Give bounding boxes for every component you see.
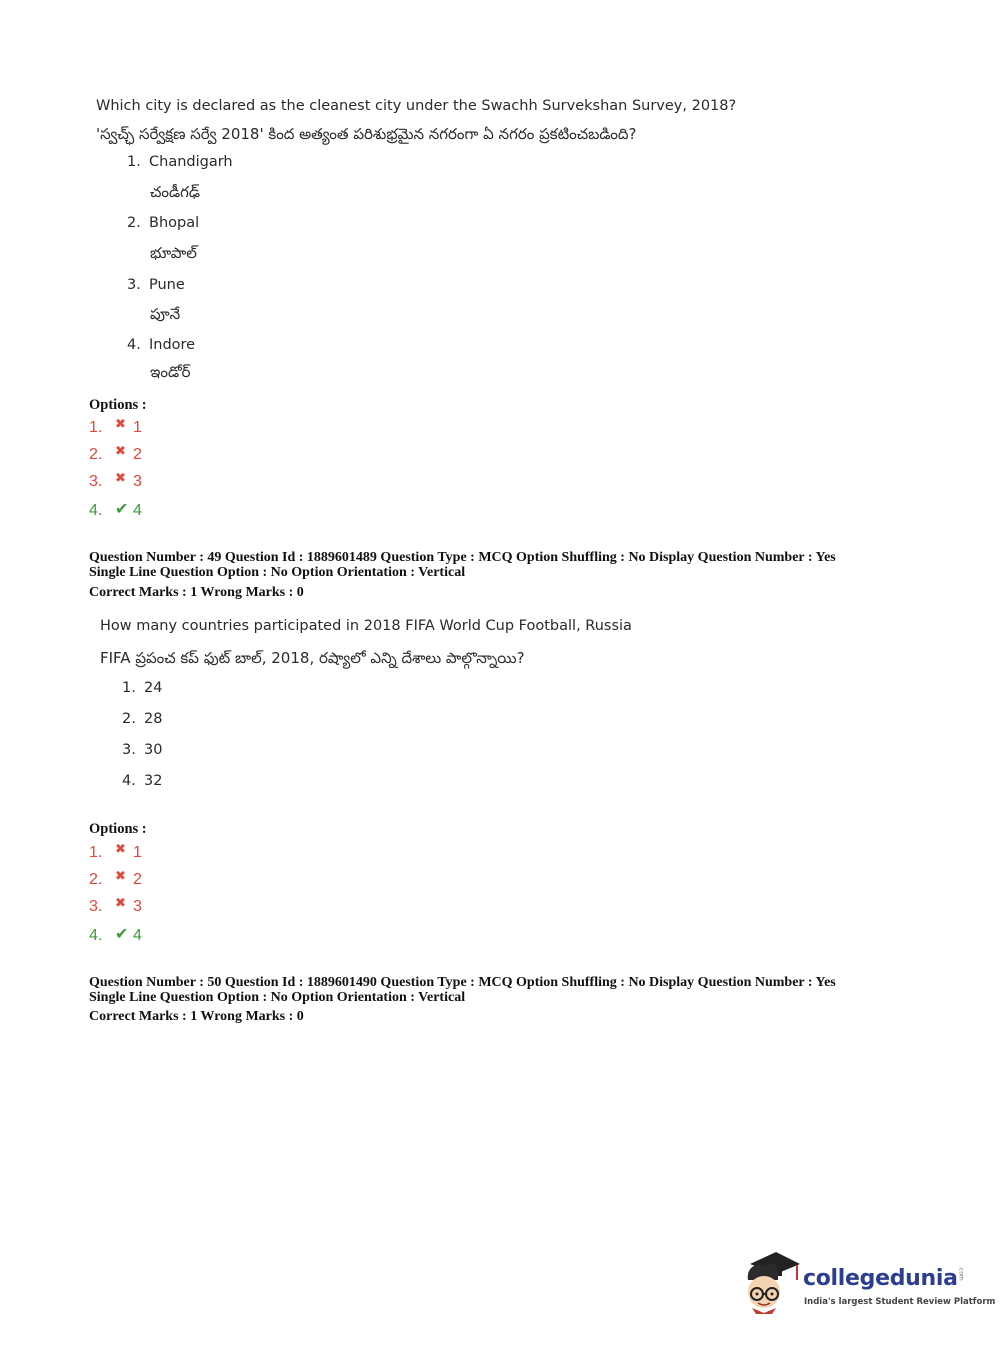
brand-logo[interactable] [803,1266,965,1291]
option-row: 3. ✖ 3 [89,895,142,915]
question-48-text-te: 'స్వచ్ఛ్ సర్వేక్షణ సర్వే 2018' కింద అత్యంత పరిశుభ్రమైన నగరంగా ఏ నగరం ప్రకటించబడింది? [96,125,637,143]
question-49-meta-2: Single Line Question Option : No Option Orientation : Vertical [89,565,466,580]
choice-item: 4. 32 [122,773,163,789]
option-row: 1. ✖ 1 [89,841,142,861]
choice-item: 3. 30 [122,742,163,758]
question-50-marks: Correct Marks : 1 Wrong Marks : 0 [89,1009,304,1024]
check-icon: ✔ [115,926,129,943]
options-heading: Options : [89,397,147,413]
cross-icon: ✖ [115,868,126,883]
choice-item: 2. 28 [122,711,163,727]
brand-suffix: .com [957,1266,965,1281]
mascot-logo-icon [742,1250,802,1314]
option-row: 3. ✖ 3 [89,470,142,490]
brand-name: collegedunia [803,1266,958,1291]
choice-item: 2. Bhopal [127,215,200,231]
cross-icon: ✖ [115,443,126,458]
question-49-text-te: FIFA ప్రపంచ కప్ ఫుట్ బాల్, 2018, రష్యాలో ఎన్ని దేశాలు పాల్గొన్నాయి? [100,649,525,667]
choice-item-te: పూనే [150,305,181,323]
choice-item-te: చండీగఢ్ [150,183,200,201]
cross-icon: ✖ [115,841,126,856]
brand-tagline: India's largest Student Review Platform [804,1297,996,1307]
option-row-correct: 4. ✔ 4 [89,926,142,944]
question-48-text-en: Which city is declared as the cleanest city under the Swachh Survekshan Survey, 2018? [96,98,737,114]
option-row: 2. ✖ 2 [89,868,142,888]
question-50-meta: Question Number : 50 Question Id : 1889601490 Question Type : MCQ Option Shuffling : No Display Question Number : Yes [89,975,836,990]
choice-item: 1. 24 [122,680,163,696]
choice-item: 3. Pune [127,277,185,293]
options-heading: Options : [89,821,147,837]
check-icon: ✔ [115,501,129,518]
choice-item: 4. Indore [127,337,196,353]
cross-icon: ✖ [115,470,126,485]
choice-item: 1. Chandigarh [127,154,233,170]
choice-item-te: భూపాల్ [150,244,197,262]
option-row: 1. ✖ 1 [89,416,142,436]
cross-icon: ✖ [115,895,126,910]
option-row-correct: 4. ✔ 4 [89,501,142,519]
question-49-marks: Correct Marks : 1 Wrong Marks : 0 [89,585,304,600]
cross-icon: ✖ [115,416,126,431]
option-row: 2. ✖ 2 [89,443,142,463]
question-50-meta-2: Single Line Question Option : No Option Orientation : Vertical [89,990,466,1005]
question-49-text-en: How many countries participated in 2018 FIFA World Cup Football, Russia [100,618,632,634]
question-49-meta: Question Number : 49 Question Id : 1889601489 Question Type : MCQ Option Shuffling : No Display Question Number : Yes [89,550,836,565]
choice-item-te: ఇండోర్ [150,363,191,381]
